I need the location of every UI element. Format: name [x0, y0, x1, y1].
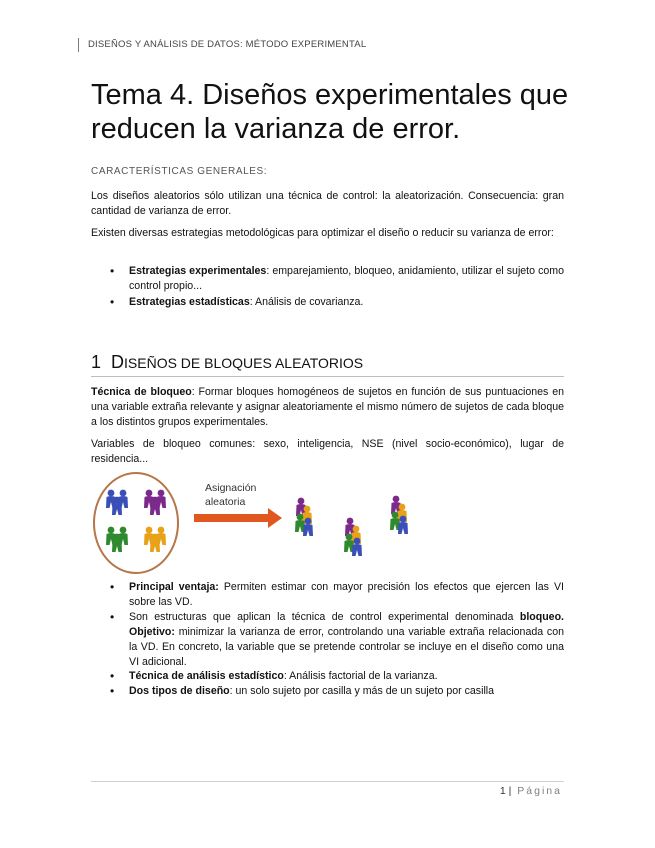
page-number: 1: [499, 785, 506, 797]
bold-term: Técnica de bloqueo: [91, 386, 192, 398]
bullet-icon: •: [110, 580, 115, 594]
figure-label-line-1: Asignación: [205, 482, 257, 494]
bold-term: Dos tipos de diseño: [129, 685, 230, 697]
bullet-icon: •: [110, 264, 115, 278]
paragraph-text: : Formar bloques homogéneos de sujetos en función de sus puntuaciones en una variable extraña relevante y asignar aleatoriamente el mismo número de sujetos de cada bloque a los distintos grupos experimentales.: [91, 386, 564, 428]
blue-group-icon: [106, 490, 128, 515]
purple-group-icon: [144, 490, 166, 515]
block-circle: [94, 473, 178, 573]
intro-paragraph-2: Existen diversas estrategias metodológicas para optimizar el diseño o reducir su varianza de error:: [91, 227, 554, 239]
list-item: [110, 580, 564, 610]
footer-separator: |: [508, 785, 512, 797]
section-title-initial: D: [111, 352, 125, 372]
bold-term: Técnica de análisis estadístico: [129, 670, 284, 682]
item-text: minimizar la varianza de error, controlando una variable extraña relacionada con la VD. En concreto, la variable que se pretende controlar se incluye en el diseño como una VI adicional.: [129, 626, 564, 668]
bullet-icon: •: [110, 684, 115, 698]
page-title: [91, 78, 581, 146]
section-heading: [91, 352, 564, 377]
mixed-group-1-icon: [295, 498, 313, 536]
intro-paragraph-1: Los diseños aleatorios sólo utilizan una técnica de control: la aleatorización. Consecuencia: gran cantidad de varianza de error.: [91, 190, 564, 217]
list-item: [110, 610, 564, 670]
arrow-icon: [194, 508, 282, 528]
technique-paragraph: [91, 385, 564, 430]
running-header: DISEÑOS Y ANÁLISIS DE DATOS: MÉTODO EXPERIMENTAL: [78, 38, 366, 52]
orange-group-icon: [144, 527, 166, 552]
green-group-icon: [106, 527, 128, 552]
figure-graphic: [90, 470, 430, 585]
list-item: [110, 295, 564, 310]
list-item: [110, 684, 564, 699]
section-number: 1: [91, 352, 102, 372]
title-line-2: reducen la varianza de error.: [91, 113, 461, 145]
variables-paragraph: Variables de bloqueo comunes: sexo, inteligencia, NSE (nivel socio-económico), lugar de residencia...: [91, 438, 564, 465]
block-assignment-figure: [90, 470, 430, 585]
page-footer: [500, 785, 562, 797]
mixed-group-2-icon: [344, 518, 362, 556]
title-line-1: Tema 4. Diseños experimentales que: [91, 79, 569, 111]
item-text: : Análisis de covarianza.: [249, 296, 364, 308]
list-item: [110, 264, 564, 294]
bullet-icon: •: [110, 295, 115, 309]
bold-term: Estrategias estadísticas: [129, 296, 250, 308]
item-text: Permiten estimar con mayor precisión los efectos que ejercen las VI sobre las VD.: [129, 581, 564, 608]
list-item: [110, 669, 564, 684]
bold-term: Estrategias experimentales: [129, 265, 267, 277]
item-text: : emparejamiento, bloqueo, anidamiento, utilizar el sujeto como control propio...: [129, 265, 564, 292]
item-text: Son estructuras que aplican la técnica de control experimental denominada: [129, 611, 520, 623]
page-word: Página: [517, 785, 562, 797]
bullet-icon: •: [110, 610, 115, 624]
section-title-rest: ISEÑOS DE BLOQUES ALEATORIOS: [124, 355, 364, 371]
bold-term: Objetivo:: [129, 626, 175, 638]
figure-label-line-2: aleatoria: [205, 496, 246, 508]
item-text: : Análisis factorial de la varianza.: [283, 670, 438, 682]
mixed-group-3-icon: [390, 496, 408, 534]
item-text: : un solo sujeto por casilla y más de un sujeto por casilla: [229, 685, 495, 697]
footer-divider: [91, 781, 564, 782]
bullet-icon: •: [110, 669, 115, 683]
subheading: CARACTERÍSTICAS GENERALES:: [91, 166, 268, 177]
bold-term: Principal ventaja:: [129, 581, 219, 593]
bold-term: bloqueo.: [519, 611, 564, 623]
